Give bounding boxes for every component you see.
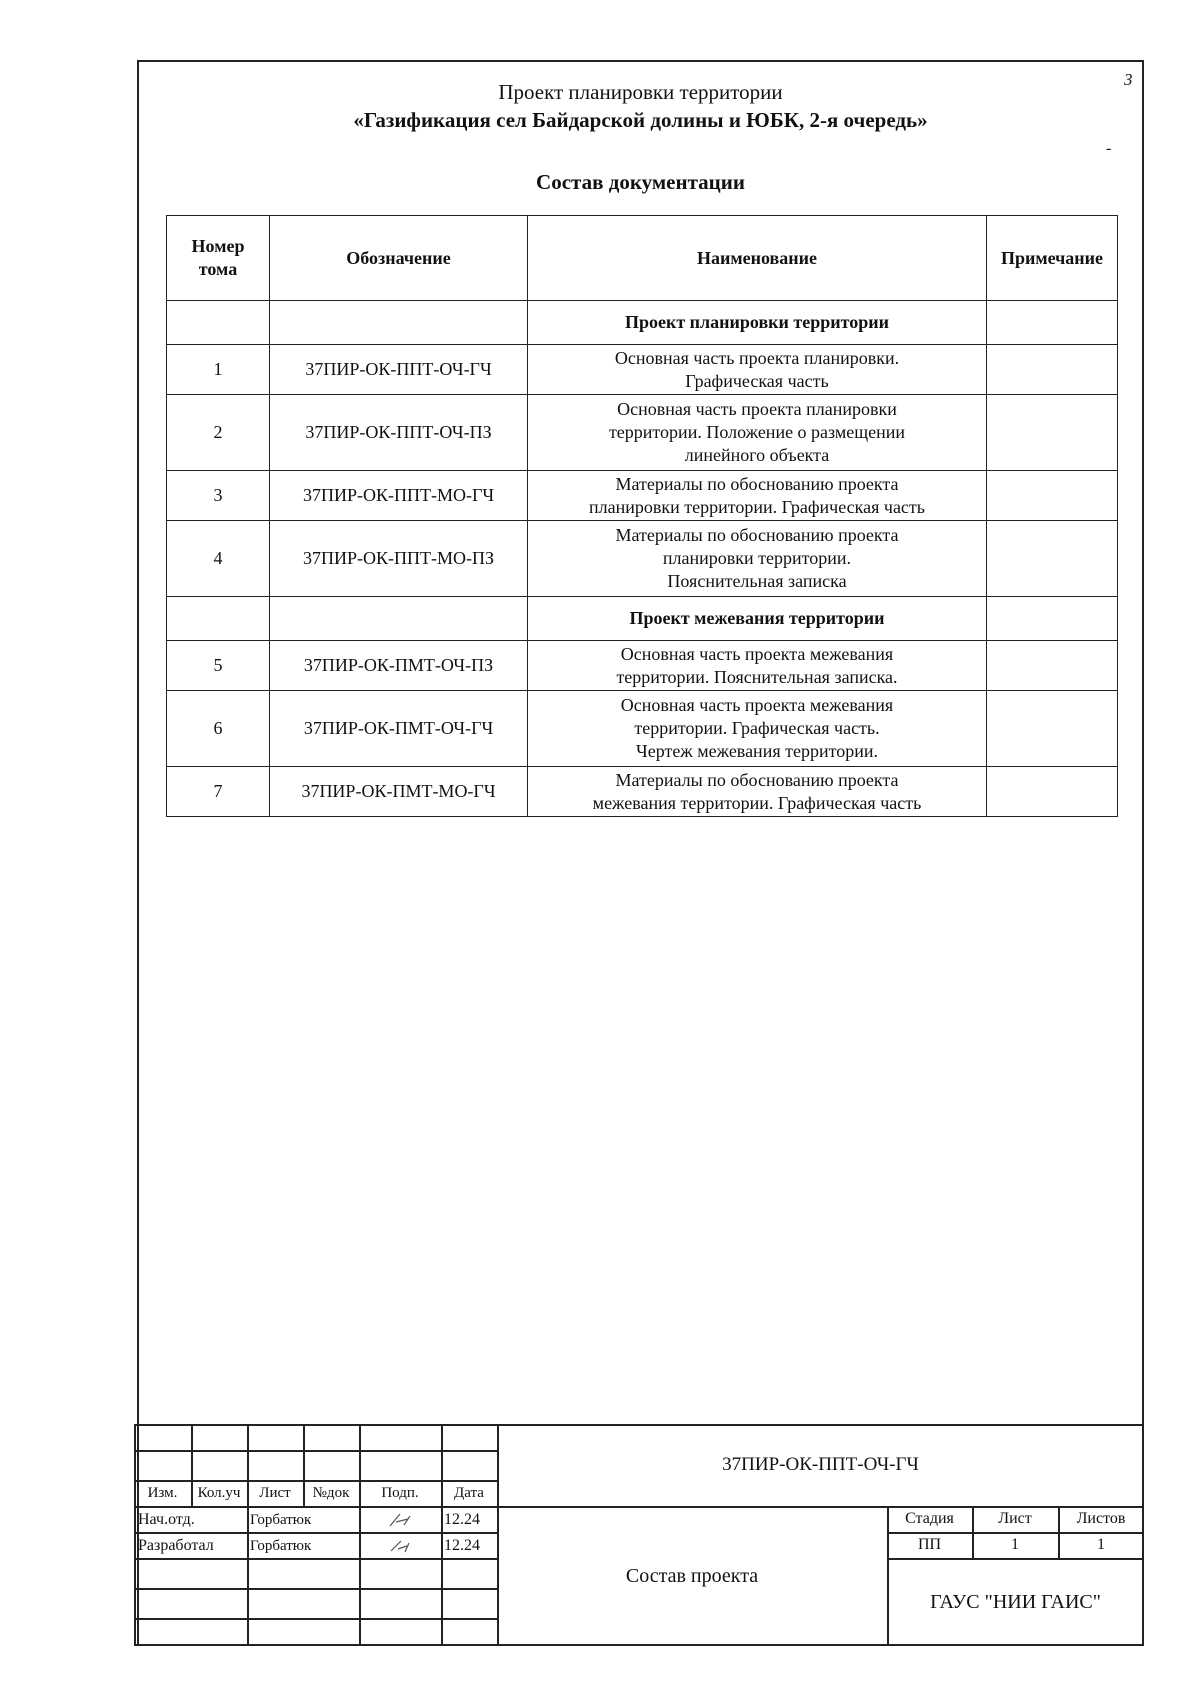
- document-name-line: территории. Положение о размещении: [608, 422, 906, 442]
- table-row: [167, 641, 1118, 691]
- empty-cell: [987, 301, 1118, 345]
- volume-number: 2: [167, 395, 270, 471]
- document-name-line: территории. Графическая часть.: [634, 718, 880, 738]
- table-row: [167, 471, 1118, 521]
- section-title: Состав документации: [536, 170, 745, 194]
- section-name: Проект планировки территории: [528, 301, 987, 345]
- stamp-sheets-label: Листов: [1076, 1510, 1126, 1527]
- document-name: [528, 395, 987, 471]
- empty-cell: [270, 597, 528, 641]
- signature-1: [386, 1510, 416, 1534]
- document-name-line: Основная часть проекта межевания: [620, 695, 894, 715]
- project-subtitle: «Газификация сел Байдарской долины и ЮБК, 2-я очередь»: [353, 108, 928, 132]
- document-code: 37ПИР-ОК-ППТ-ОЧ-ПЗ: [270, 395, 528, 471]
- grid-line: [247, 1506, 249, 1646]
- stamp-header-podp: Подп.: [381, 1485, 419, 1501]
- stamp-doc-title: Состав проекта: [625, 1565, 759, 1587]
- document-name: [528, 691, 987, 767]
- volume-number: 5: [167, 641, 270, 691]
- document-name-line: линейного объекта: [684, 445, 830, 465]
- document-name-line: планировки территории.: [662, 548, 852, 568]
- note: [987, 767, 1118, 817]
- volume-number: 3: [167, 471, 270, 521]
- stamp-header-list: Лист: [259, 1485, 291, 1501]
- document-name: [528, 471, 987, 521]
- stamp-header-ndok: №док: [312, 1485, 350, 1501]
- document-code: 37ПИР-ОК-ППТ-МО-ГЧ: [270, 471, 528, 521]
- stamp-name-2: Горбатюк: [250, 1538, 312, 1554]
- volume-number: 6: [167, 691, 270, 767]
- table-header-row: [167, 216, 1118, 301]
- document-name-line: Графическая часть: [685, 370, 829, 391]
- section-row: [167, 301, 1118, 345]
- documents-table: [166, 215, 1118, 817]
- document-code: 37ПИР-ОК-ППТ-МО-ПЗ: [270, 521, 528, 597]
- note: [987, 691, 1118, 767]
- document-name-line: Основная часть проекта планировки: [617, 399, 897, 419]
- document-name-line: Чертеж межевания территории.: [636, 741, 878, 761]
- document-name-line: Пояснительная записка: [667, 571, 847, 591]
- document-name: [528, 521, 987, 597]
- document-name-line: Материалы по обоснованию проекта: [615, 769, 899, 790]
- document-name-line: Материалы по обоснованию проекта: [615, 525, 899, 545]
- stamp-date-1: 12.24: [444, 1511, 480, 1528]
- column-header: Обозначение: [270, 216, 528, 301]
- stamp-sheet-label: Лист: [998, 1510, 1032, 1527]
- note: [987, 395, 1118, 471]
- document-name-line: Основная часть проекта межевания: [620, 643, 894, 664]
- stamp-role-1: Нач.отд.: [138, 1511, 195, 1528]
- table-row: [167, 767, 1118, 817]
- table-row: [167, 345, 1118, 395]
- stamp-sheets: 1: [1097, 1536, 1105, 1553]
- stamp-header-data: Дата: [454, 1485, 484, 1501]
- document-name: [528, 641, 987, 691]
- title-block: [134, 1424, 1144, 1646]
- page-number: 3: [1124, 70, 1133, 89]
- table-row: [167, 521, 1118, 597]
- section-name: Проект межевания территории: [528, 597, 987, 641]
- column-header: Номер тома: [167, 216, 270, 301]
- signature-2: [386, 1536, 416, 1560]
- column-header: Наименование: [528, 216, 987, 301]
- document-code: 37ПИР-ОК-ПМТ-ОЧ-ГЧ: [270, 691, 528, 767]
- grid-line: [441, 1506, 443, 1646]
- corner-mark: -: [1106, 140, 1112, 157]
- document-name-line: межевания территории. Графическая часть: [592, 792, 922, 813]
- empty-cell: [167, 301, 270, 345]
- stamp-header-kol: Кол.уч: [197, 1485, 241, 1501]
- document-name-line: планировки территории. Графическая часть: [588, 496, 925, 517]
- table-row: [167, 691, 1118, 767]
- stamp-organization: ГАУС "НИИ ГАИС": [930, 1591, 1101, 1613]
- note: [987, 521, 1118, 597]
- document-code: 37ПИР-ОК-ПМТ-ОЧ-ПЗ: [270, 641, 528, 691]
- document-name-line: Основная часть проекта планировки.: [614, 347, 900, 368]
- document-code: 37ПИР-ОК-ПМТ-МО-ГЧ: [270, 767, 528, 817]
- volume-number: 1: [167, 345, 270, 395]
- empty-cell: [987, 597, 1118, 641]
- grid-line: [134, 1618, 497, 1620]
- grid-line: [134, 1588, 497, 1590]
- stamp-name-1: Горбатюк: [250, 1512, 312, 1528]
- volume-number: 7: [167, 767, 270, 817]
- stamp-sheet: 1: [1011, 1536, 1019, 1553]
- stamp-date-2: 12.24: [444, 1537, 480, 1554]
- grid-line: [134, 1450, 497, 1452]
- stamp-stage: ПП: [917, 1536, 942, 1553]
- empty-cell: [270, 301, 528, 345]
- document-code: 37ПИР-ОК-ППТ-ОЧ-ГЧ: [270, 345, 528, 395]
- document-name-line: Материалы по обоснованию проекта: [615, 473, 899, 494]
- document-name: [528, 345, 987, 395]
- table-row: [167, 395, 1118, 471]
- stamp-stage-label: Стадия: [905, 1510, 954, 1527]
- empty-cell: [167, 597, 270, 641]
- grid-line: [359, 1506, 361, 1646]
- note: [987, 471, 1118, 521]
- project-title: Проект планировки территории: [498, 80, 783, 104]
- stamp-header-izm: Изм.: [147, 1485, 178, 1501]
- column-header: Примечание: [987, 216, 1118, 301]
- stamp-doc-code: 37ПИР-ОК-ППТ-ОЧ-ГЧ: [722, 1454, 919, 1475]
- section-row: [167, 597, 1118, 641]
- stamp-role-2: Разработал: [138, 1537, 214, 1554]
- document-name-line: территории. Пояснительная записка.: [616, 666, 898, 687]
- note: [987, 641, 1118, 691]
- document-name: [528, 767, 987, 817]
- volume-number: 4: [167, 521, 270, 597]
- note: [987, 345, 1118, 395]
